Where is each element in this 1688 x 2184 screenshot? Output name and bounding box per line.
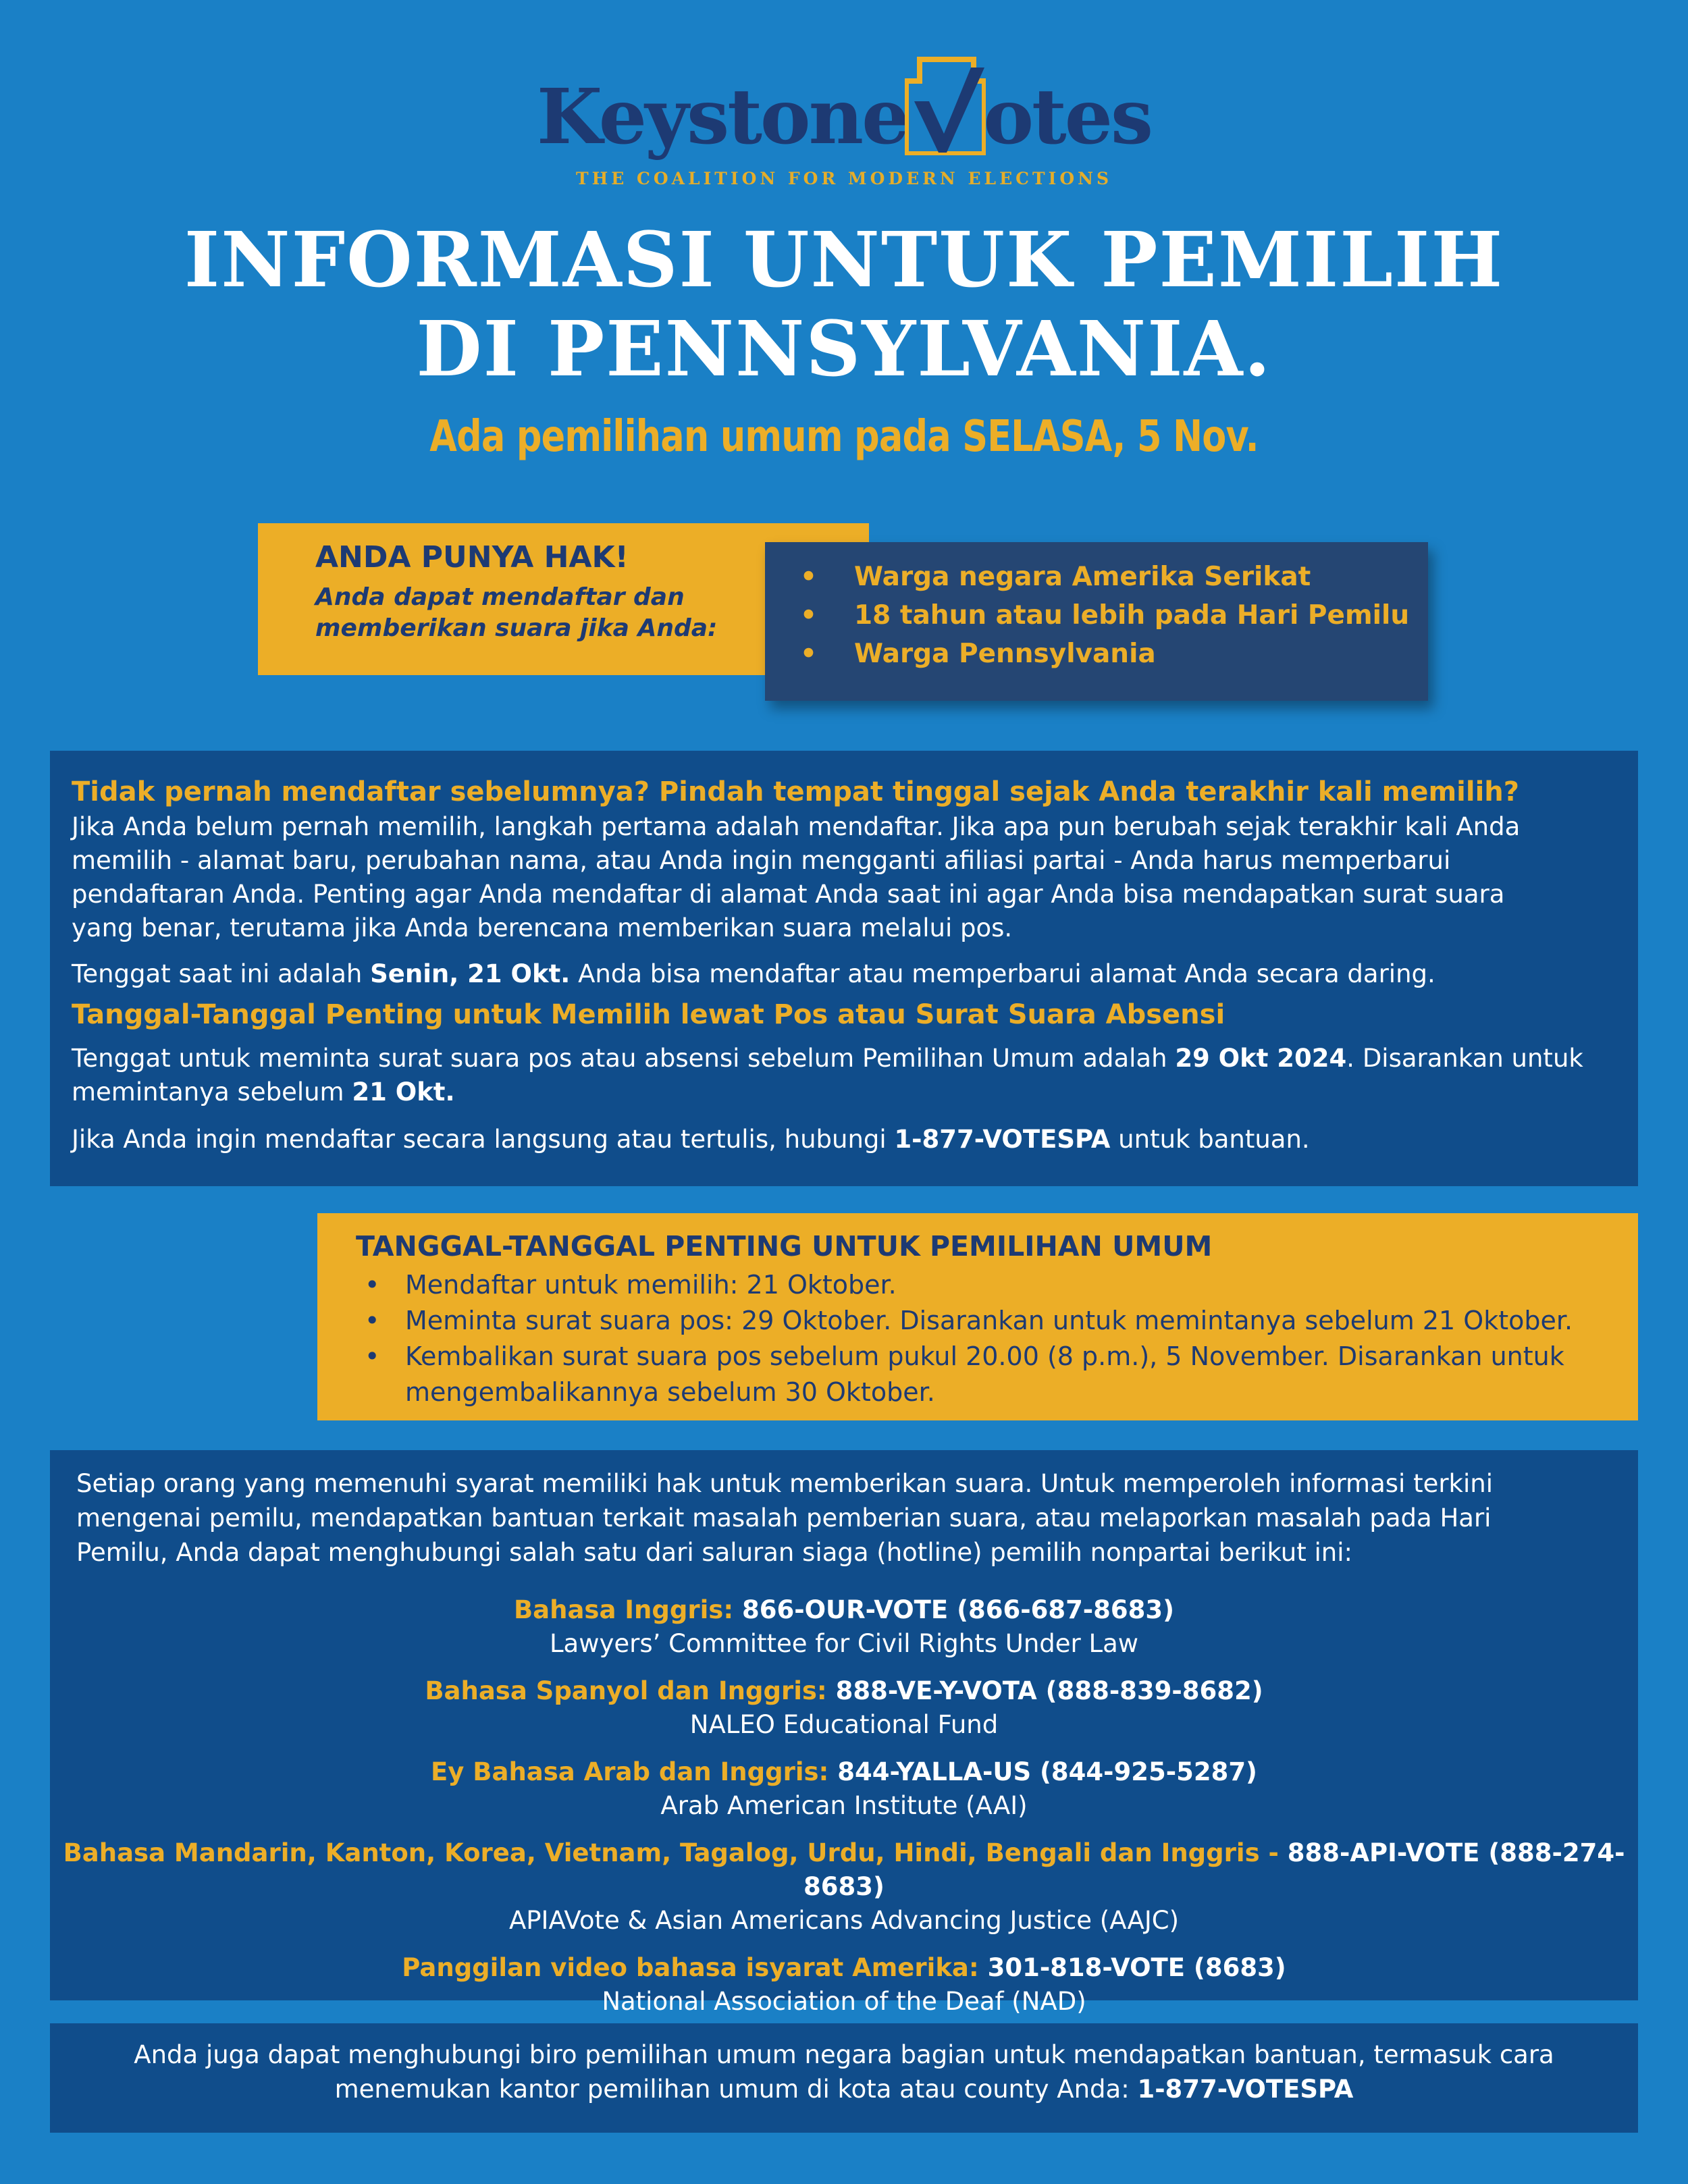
paragraph-line: memilih - alamat baru, perubahan nama, atau Anda ingin mengganti afiliasi partai - Anda harus memperbarui [72,846,1451,875]
deadline-text: Anda bisa mendaftar atau memperbarui alamat Anda secara daring. [570,959,1435,988]
list-item [800,562,1409,600]
list-item [365,1267,1620,1303]
list-item [800,639,1409,677]
hotline-number: 844-YALLA-US (844-925-5287) [837,1757,1257,1786]
deadline-date: Senin, 21 Okt. [370,959,571,988]
mail-ballot-paragraph [72,1042,1631,1109]
bullet: • [365,1306,380,1335]
bullet: • [365,1341,380,1371]
registration-heading: Tidak pernah mendaftar sebelumnya? Pindah tempat tinggal sejak Anda terakhir kali memilih? [72,776,1519,807]
paragraph-text: Tenggat untuk meminta surat suara pos atau absensi sebelum Pemilihan Umum adalah [72,1044,1176,1073]
list-item [365,1303,1620,1339]
important-dates-list [365,1267,1620,1410]
footer-line: Anda juga dapat menghubungi biro pemilihan umum negara bagian untuk mendapatkan bantuan, termasuk cara [134,2040,1554,2069]
logo-word-right: otes [983,73,1152,161]
registration-paragraph [72,810,1625,945]
paragraph-text: untuk bantuan. [1110,1125,1310,1154]
hotline-list [50,1593,1638,2032]
hotline-organization: National Association of the Deaf (NAD) [602,1987,1086,2016]
date-item: Mendaftar untuk memilih: 21 Oktober. [405,1270,897,1300]
rights-text-line: Anda dapat mendaftar dan [315,583,685,611]
footer-line: menemukan kantor pemilihan umum di kota atau county Anda: [334,2075,1138,2104]
paragraph-line: Setiap orang yang memenuhi syarat memiliki hak untuk memberikan suara. Untuk memperoleh informasi terkini [76,1469,1493,1498]
paragraph-line: pendaftaran Anda. Penting agar Anda mendaftar di alamat Anda saat ini agar Anda bisa mendapatkan surat suara [72,880,1505,909]
hotline-language: Panggilan video bahasa isyarat Amerika: [402,1953,988,1982]
hotline-language: Bahasa Spanyol dan Inggris: [425,1676,836,1705]
recommended-date: 21 Okt. [352,1077,455,1107]
votespa-phone: 1-877-VOTESPA [894,1125,1111,1154]
date-item-line: Kembalikan surat suara pos sebelum pukul 20.00 (8 p.m.), 5 November. Disarankan untuk [405,1341,1564,1371]
logo [0,54,1688,189]
paragraph-text: . Disarankan untuk [1346,1044,1583,1073]
contact-paragraph [72,1123,1310,1156]
hotline-item [50,1951,1638,2019]
eligibility-item: Warga negara Amerika Serikat [854,562,1311,592]
hotline-number: 888-VE-Y-VOTA (888-839-8682) [835,1676,1263,1705]
mail-ballot-date: 29 Okt 2024 [1175,1044,1347,1073]
mail-ballot-heading: Tanggal-Tanggal Penting untuk Memilih lewat Pos atau Surat Suara Absensi [72,999,1225,1030]
registration-deadline [72,957,1435,991]
hotline-language: Bahasa Inggris: [513,1595,742,1624]
votespa-phone: 1-877-VOTESPA [1137,2075,1354,2104]
bullet: • [365,1270,380,1300]
footer-text [50,2037,1638,2106]
list-item [800,600,1409,639]
title-line-1: INFORMASI UNTUK PEMILIH [184,216,1504,304]
hotline-organization: APIAVote & Asian Americans Advancing Justice (AAJC) [508,1906,1180,1935]
page-title [0,216,1688,394]
paragraph-line: Jika Anda belum pernah memilih, langkah pertama adalah mendaftar. Jika apa pun berubah sejak terakhir kali Anda [72,812,1521,841]
hotline-organization: Lawyers’ Committee for Civil Rights Under Law [549,1629,1139,1658]
list-item [365,1339,1620,1410]
bullet: • [800,562,817,592]
important-dates-heading: TANGGAL-TANGGAL PENTING UNTUK PEMILIHAN UMUM [356,1230,1213,1262]
hotline-item [50,1836,1638,1938]
hotline-organization: Arab American Institute (AAI) [660,1791,1028,1820]
bullet: • [800,639,817,669]
paragraph-line: Pemilu, Anda dapat menghubungi salah satu dari saluran siaga (hotline) pemilih nonpartai berikut ini: [76,1538,1352,1567]
bullet: • [800,600,817,631]
hotline-item [50,1755,1638,1823]
title-line-2: DI PENNSYLVANIA. [416,305,1272,394]
hotline-organization: NALEO Educational Fund [689,1710,999,1739]
hotline-number: 301-818-VOTE (8683) [987,1953,1286,1982]
hotline-language: Bahasa Mandarin, Kanton, Korea, Vietnam, Tagalog, Urdu, Hindi, Bengali dan Inggris - [63,1838,1288,1867]
hotline-number: 888-API-VOTE (888-274-8683) [803,1838,1625,1901]
hotline-language: Ey Bahasa Arab dan Inggris: [431,1757,838,1786]
rights-heading: ANDA PUNYA HAK! [315,540,629,575]
hotline-item [50,1674,1638,1742]
rights-text [315,582,747,644]
hotline-item [50,1593,1638,1661]
logo-tagline: THE COALITION FOR MODERN ELECTIONS [575,169,1113,188]
keystone-check-icon [905,54,986,155]
hotline-number: 866-OUR-VOTE (866-687-8683) [742,1595,1175,1624]
hotlines-intro [76,1466,1609,1570]
paragraph-text: memintanya sebelum [72,1077,352,1107]
eligibility-item: Warga Pennsylvania [854,639,1156,669]
eligibility-list [800,562,1409,677]
paragraph-text: Jika Anda ingin mendaftar secara langsung atau tertulis, hubungi [72,1125,895,1154]
deadline-text: Tenggat saat ini adalah [72,959,371,988]
election-date-subtitle: Ada pemilihan umum pada SELASA, 5 Nov. [429,412,1259,462]
date-item [405,1339,1564,1410]
date-item: Meminta surat suara pos: 29 Oktober. Disarankan untuk memintanya sebelum 21 Oktober. [405,1306,1573,1335]
date-item-line: mengembalikannya sebelum 30 Oktober. [405,1377,935,1407]
logo-word-left: Keystone [536,73,908,161]
rights-text-line: memberikan suara jika Anda: [315,614,718,642]
eligibility-item: 18 tahun atau lebih pada Hari Pemilu [854,600,1410,631]
paragraph-line: yang benar, terutama jika Anda berencana memberikan suara melalui pos. [72,913,1013,942]
paragraph-line: mengenai pemilu, mendapatkan bantuan terkait masalah pemberian suara, atau melaporkan masalah pada Hari [76,1503,1492,1533]
